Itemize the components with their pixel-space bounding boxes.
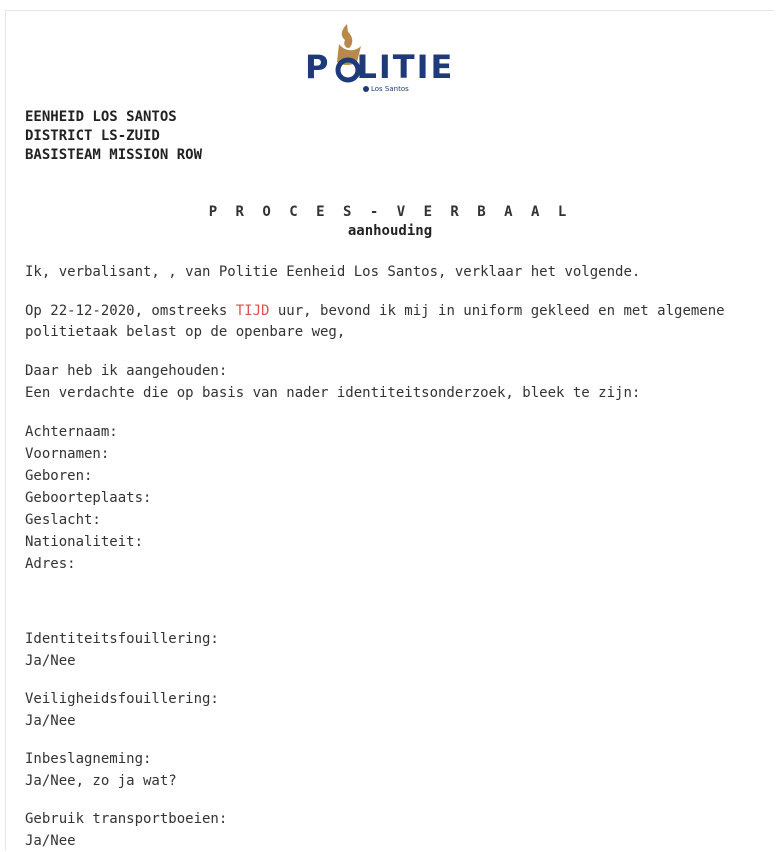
logo-wordmark: P LITIE (305, 48, 455, 86)
header-team: BASISTEAM MISSION ROW (25, 147, 203, 163)
document-title: P R O C E S - V E R B A A L (208, 204, 572, 220)
logo-subtitle: Los Santos (363, 85, 409, 93)
date-line: Op 22-12-2020, omstreeks TIJD uur, bevond ik mij in uniform gekleed en met algemene (25, 303, 725, 319)
date-line-2: politietaak belast op de openbare weg, (25, 324, 346, 340)
header-district: DISTRICT LS-ZUID (25, 128, 160, 144)
arrest-text-2: Een verdachte die op basis van nader identiteitsonderzoek, bleek te zijn: (25, 385, 641, 401)
dot-icon (363, 86, 369, 92)
field-geboren: Geboren: (25, 468, 93, 484)
field-geslacht: Geslacht: (25, 512, 101, 528)
question-answer: Ja/Nee, zo ja wat? (25, 773, 177, 789)
document-subtitle: aanhouding (347, 223, 433, 239)
field-achternaam: Achternaam: (25, 424, 118, 440)
question-label: Identiteitsfouillering: (25, 631, 219, 647)
question-label: Inbeslagneming: (25, 751, 152, 767)
field-nationaliteit: Nationaliteit: (25, 534, 144, 550)
arrest-text-1: Daar heb ik aangehouden: (25, 363, 228, 379)
question-answer: Ja/Nee (25, 653, 76, 669)
field-geboorteplaats: Geboorteplaats: (25, 490, 152, 506)
header-unit: EENHEID LOS SANTOS (25, 109, 177, 125)
politie-logo (305, 22, 485, 97)
question-answer: Ja/Nee (25, 833, 76, 849)
question-label: Gebruik transportboeien: (25, 811, 228, 827)
field-voornamen: Voornamen: (25, 446, 110, 462)
question-answer: Ja/Nee (25, 713, 76, 729)
field-adres: Adres: (25, 556, 76, 572)
intro-text: Ik, verbalisant, , van Politie Eenheid Los Santos, verklaar het volgende. (25, 264, 641, 280)
time-placeholder: TIJD (235, 303, 270, 319)
question-label: Veiligheidsfouillering: (25, 691, 219, 707)
